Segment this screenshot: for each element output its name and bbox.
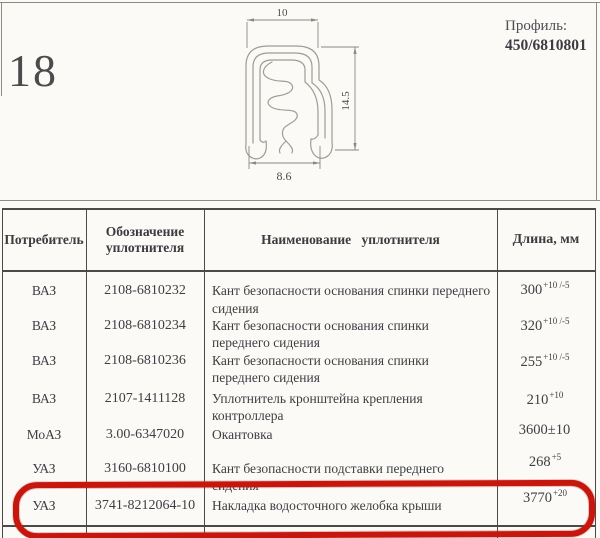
length-cell bbox=[497, 485, 593, 506]
profile-cross-section-drawing bbox=[228, 4, 374, 186]
profile-number: 450/6810801 bbox=[505, 37, 587, 54]
length-tolerance: +5 bbox=[551, 452, 562, 462]
name-line2: переднего сидения bbox=[212, 335, 320, 350]
page-right-border bbox=[596, 2, 597, 200]
page-left-border bbox=[1, 2, 2, 96]
length-value: 3770 bbox=[522, 490, 552, 506]
table-row-border bbox=[2, 525, 595, 527]
name-line1: Накладка водосточного желобка крыши bbox=[212, 498, 442, 513]
header-consumer: Потребитель bbox=[4, 231, 84, 247]
name-line2: сидения bbox=[212, 478, 259, 493]
name-line2: контроллера bbox=[212, 408, 284, 423]
length-value: 255 bbox=[520, 354, 543, 370]
name-line1: Кант безопасности основания спинки переднего bbox=[212, 283, 491, 298]
length-tolerance: +10 /-5 bbox=[543, 280, 570, 290]
header-designation-text: Обозначение уплотнителя bbox=[105, 223, 185, 255]
name-line1: Кант безопасности основания спинки bbox=[212, 318, 429, 333]
consumer-cell: УАЗ bbox=[32, 461, 56, 476]
length-tolerance: +20 bbox=[552, 488, 568, 498]
table-right-border bbox=[595, 208, 596, 538]
dim-bottom-label: 8.6 bbox=[276, 169, 292, 183]
length-tolerance: +10 /-5 bbox=[543, 352, 570, 362]
header-name: Наименование уплотнителя bbox=[261, 231, 440, 247]
profile-reference bbox=[505, 17, 587, 55]
length-tolerance: +10 /-5 bbox=[543, 316, 570, 326]
length-cell bbox=[497, 417, 593, 438]
code-cell: 2107-1411128 bbox=[104, 391, 186, 406]
length-cell bbox=[497, 277, 593, 298]
length-value: 210 bbox=[526, 392, 549, 408]
consumer-cell: МоАЗ bbox=[26, 427, 62, 442]
code-cell: 3160-6810100 bbox=[104, 461, 186, 476]
length-tolerance: +10 bbox=[549, 390, 564, 400]
consumer-cell: УАЗ bbox=[32, 498, 56, 513]
name-line1: Кант безопасности подставки переднего bbox=[212, 461, 445, 476]
length-cell bbox=[497, 387, 593, 408]
name-line1: Уплотнитель кронштейна крепления bbox=[212, 391, 423, 406]
code-cell: 3741-8212064-10 bbox=[94, 498, 196, 513]
consumer-cell: ВАЗ bbox=[31, 391, 57, 406]
length-value: 320 bbox=[520, 318, 543, 334]
consumer-cell: ВАЗ bbox=[31, 283, 57, 298]
page-top-border bbox=[0, 2, 600, 3]
code-cell: 2108-6810236 bbox=[104, 353, 186, 368]
length-value: 268 bbox=[528, 454, 551, 470]
profile-label: Профиль: bbox=[505, 18, 568, 34]
length-value: 300 bbox=[520, 282, 543, 298]
header-designation bbox=[86, 209, 204, 270]
name-line2: сидения bbox=[212, 301, 259, 316]
header-length: Длина, мм bbox=[512, 231, 580, 247]
consumer-cell: ВАЗ bbox=[31, 353, 57, 368]
dim-right-label: 14.5 bbox=[340, 91, 352, 111]
profile-outline bbox=[246, 46, 333, 159]
table-header-border bbox=[2, 270, 595, 272]
name-line1: Окантовка bbox=[212, 427, 273, 442]
length-value: 3600±10 bbox=[518, 422, 571, 438]
consumer-cell: ВАЗ bbox=[31, 318, 57, 333]
name-line2: переднего сидения bbox=[212, 370, 320, 385]
length-cell bbox=[497, 313, 593, 334]
code-cell: 3.00-6347020 bbox=[105, 427, 185, 442]
dim-top-label: 10 bbox=[276, 7, 288, 19]
length-cell bbox=[497, 449, 593, 470]
name-line1: Кант безопасности основания спинки bbox=[212, 353, 429, 368]
code-cell: 2108-6810234 bbox=[104, 318, 186, 333]
length-cell bbox=[497, 349, 593, 370]
code-cell: 2108-6810232 bbox=[104, 283, 186, 298]
section-divider bbox=[0, 200, 600, 201]
dimension-labels bbox=[277, 7, 353, 183]
page-number: 18 bbox=[8, 45, 58, 96]
